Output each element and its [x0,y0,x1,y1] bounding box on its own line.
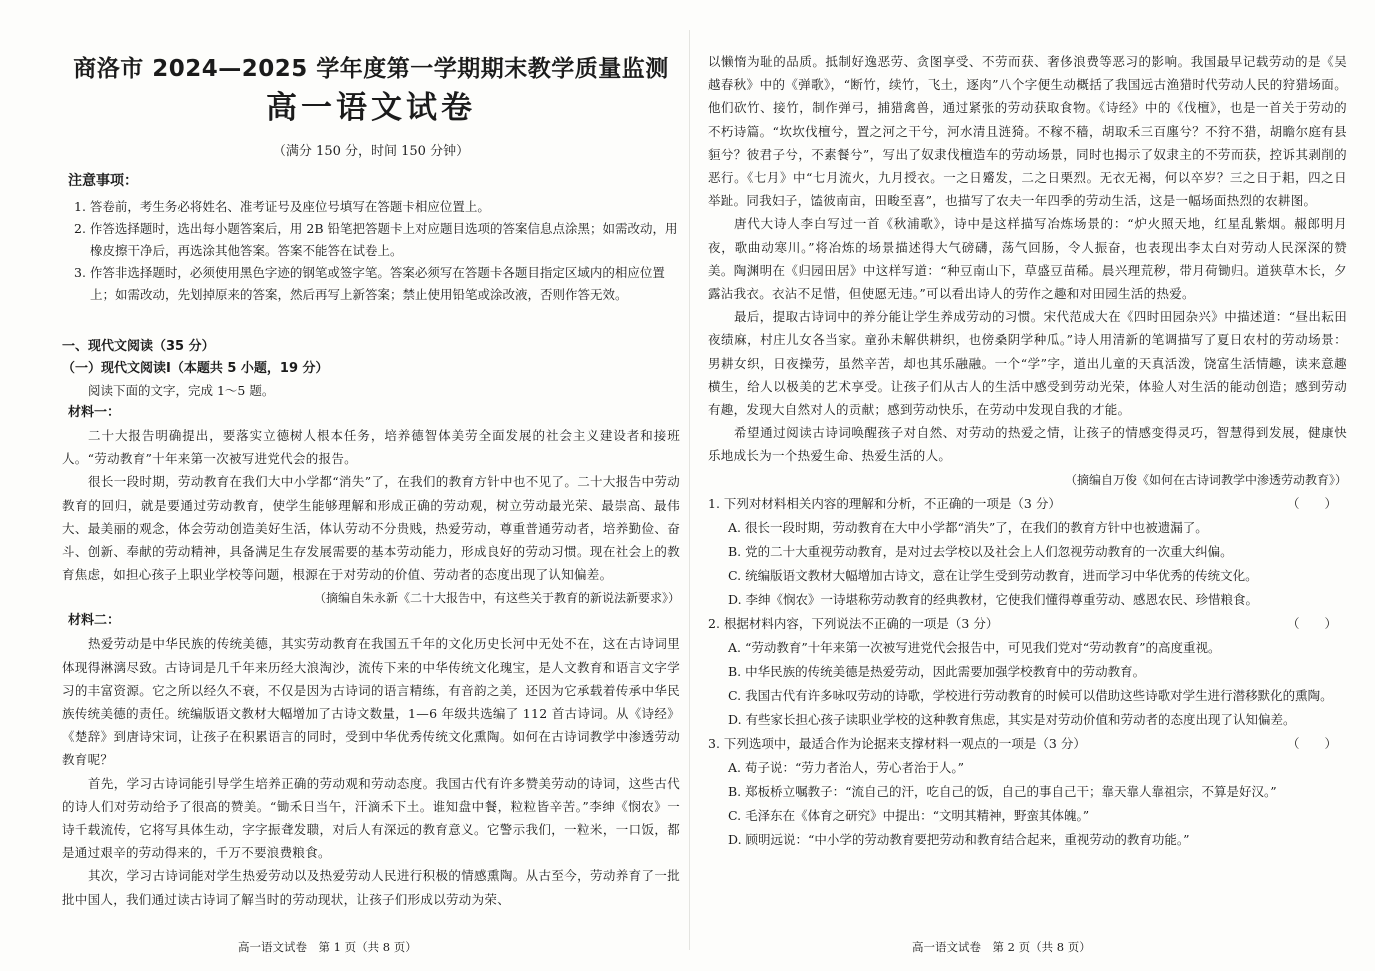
question-option: C. 统编版语文教材大幅增加古诗文，意在让学生受到劳动教育，进而学习中华优秀的传统文化。 [728,567,1258,583]
material2-source: （摘编自万俊《如何在古诗词教学中渗透劳动教育》） [1064,472,1347,487]
question-option: B. 中华民族的传统美德是热爱劳动，因此需要加强学校教育中的劳动教育。 [728,663,1146,679]
question-2 [708,612,1347,732]
paragraph: 最后，提取古诗词中的养分能让学生养成劳动的习惯。宋代范成大在《四时田园杂兴》中描述道：“昼出耘田夜绩麻，村庄儿女各当家。童孙未解供耕织，也傍桑阴学种瓜。”诗人用清新的笔调描写了夏日农村的劳动场景：男耕女织，日夜操劳，虽然辛苦，却也其乐融融。一个“学”字，道出儿童的天真活泼，饶富生活情趣，读来意趣横生，给人以极美的艺术享受。让孩子们从古人的生活中感受到劳动光荣，体验人对生活的能动创造；感到劳动有趣，发现大自然对人的贡献；感到劳动快乐，在劳动中发现自我的才能。 [708,309,1347,418]
exam-title: 商洛市 2024—2025 学年度第一学期期末教学质量监测 [73,56,669,82]
question-1 [708,492,1347,612]
question-stem: 2. 根据材料内容，下列说法不正确的一项是（3 分） [708,615,999,631]
question-option: B. 党的二十大重视劳动教育，是对过去学校以及社会上人们忽视劳动教育的一次重大纠偏。 [728,543,1233,559]
question-option: C. 我国古代有许多咏叹劳动的诗歌，学校进行劳动教育的时候可以借助这些诗歌对学生进行潜移默化的熏陶。 [728,687,1333,703]
question-option: D. 李绅《悯农》一诗堪称劳动教育的经典教材，它使我们懂得尊重劳动、感恩农民、珍惜粮食。 [728,591,1259,607]
question-option: A. 荀子说：“劳力者治人，劳心者治于人。” [728,759,965,775]
notice-item: 2. 作答选择题时，选出每小题答案后，用 2B 铅笔把答题卡上对应题目选项的答案信息点涂黑；如需改动，用橡皮擦干净后，再选涂其他答案。答案不能答在试卷上。 [74,221,678,258]
paragraph: 以懒惰为耻的品质。抵制好逸恶劳、贪图享受、不劳而获、奢侈浪费等恶习的影响。我国最早记载劳动的是《吴越春秋》中的《弹歌》，“断竹，续竹，飞土，逐肉”八个字便生动概括了我国远古渔猎时代劳动人民的狩猎场面。他们砍竹、接竹，制作弹弓，捕猎禽兽，通过紧张的劳动获取食物。《诗经》中的《伐檀》，也是一首关于劳动的不朽诗篇。“坎坎伐檀兮，置之河之干兮，河水清且涟猗。不稼不穑，胡取禾三百廛兮？不狩不猎，胡瞻尔庭有县貆兮？彼君子兮，不素餐兮”，写出了奴隶伐檀造车的劳动场景，同时也揭示了奴隶主的不劳而获，控诉其剥削的恶行。《七月》中“七月流火，九月授衣。一之日觱发，二之日栗烈。无衣无褐，何以卒岁？三之日于耜，四之日举趾。同我妇子，馌彼南亩，田畯至喜”，也描写了农夫一年四季的劳动生活，这是一幅场面热烈的农耕图。 [708,54,1347,209]
notice-title: 注意事项： [68,173,138,189]
question-stem: 3. 下列选项中，最适合作为论据来支撑材料一观点的一项是（3 分） [708,735,1086,751]
notice-item: 1. 答卷前，考生务必将姓名、准考证号及座位号填写在答题卡相应位置上。 [74,199,490,214]
question-stem: 1. 下列对材料相关内容的理解和分析，不正确的一项是（3 分） [708,495,1061,511]
notice-item: 3. 作答非选择题时，必须使用黑色字迹的钢笔或签字笔。答案必须写在答题卡各题目指定区域内的相应位置上；如需改动，先划掉原来的答案，然后再写上新答案；禁止使用铅笔或涂改液，否则作答无效。 [74,265,665,302]
paragraph: 很长一段时期，劳动教育在我们大中小学都“消失”了，在我们的教育方针中也不见了。二十大报告中劳动教育的回归，就是要通过劳动教育，使学生能够理解和形成正确的劳动观，树立劳动最光荣、最崇高、最伟大、最美丽的观念，体会劳动创造美好生活，体认劳动不分贵贱，热爱劳动，尊重普通劳动者，培养勤俭、奋斗、创新、奉献的劳动精神，具备满足生存发展需要的基本劳动能力，形成良好的劳动习惯。现在社会上的教育焦虑，如担心孩子上职业学校等问题，根源在于对劳动的价值、劳动者的态度出现了认知偏差。 [62,474,680,583]
question-option: B. 郑板桥立嘱教子：“流自己的汗，吃自己的饭，自己的事自己干；靠天靠人靠祖宗，不算是好汉。” [728,783,1277,799]
question-option: C. 毛泽东在《体育之研究》中提出：“文明其精神，野蛮其体魄。” [728,807,1090,823]
question-3 [708,732,1347,852]
question-option: D. 有些家长担心孩子读职业学校的这种教育焦虑，其实是对劳动价值和劳动者的态度出现了认知偏差。 [728,711,1296,727]
section-title: 一、现代文阅读（35 分） [62,339,215,354]
reading-instruction: 阅读下面的文字，完成 1～5 题。 [88,383,275,398]
material1-source: （摘编自朱永新《二十大报告中，有这些关于教育的新说法新要求》） [313,591,680,606]
paragraph: 其次，学习古诗词能对学生热爱劳动以及热爱劳动人民进行积极的情感熏陶。从古至今，劳动养育了一批批中国人，我们通过读古诗词了解当时的劳动现状，让孩子们形成以劳动为荣、 [62,868,680,907]
question-option: D. 顾明远说：“中小学的劳动教育要把劳动和教育结合起来，重视劳动的教育功能。” [728,831,1190,847]
paragraph: 希望通过阅读古诗词唤醒孩子对自然、对劳动的热爱之情，让孩子的情感变得灵巧，智慧得到发展，健康快乐地成长为一个热爱生命、热爱生活的人。 [708,425,1347,464]
material1-label: 材料一： [68,405,121,420]
question-option: A. 很长一段时期，劳动教育在大中小学都“消失”了，在我们的教育方针中也被遗漏了。 [728,519,1208,535]
paragraph: 首先，学习古诗词能引导学生培养正确的劳动观和劳动态度。我国古代有许多赞美劳动的诗词，这些古代的诗人们对劳动给予了很高的赞美。“锄禾日当午，汗滴禾下土。谁知盘中餐，粒粒皆辛苦。”李绅《悯农》一诗千载流传，它将写具体生动，字字振聋发聩，对后人有深远的教育意义。它警示我们，一粒米，一口饭，都是通过艰辛的劳动得来的，千万不要浪费粮食。 [62,775,680,861]
answer-bracket: （ ） [1286,495,1337,511]
answer-bracket: （ ） [1286,615,1337,631]
paragraph: 唐代大诗人李白写过一首《秋浦歌》，诗中是这样描写冶炼场景的：“炉火照天地，红星乱紫烟。赧郎明月夜，歌曲动寒川。”将冶炼的场景描述得大气磅礴，荡气回肠，令人振奋，也表现出李太白对劳动人民深深的赞美。陶渊明在《归园田居》中这样写道：“种豆南山下，草盛豆苗稀。晨兴理荒秽，带月荷锄归。道狭草木长，夕露沾我衣。衣沾不足惜，但使愿无违。”可以看出诗人的劳作之趣和对田园生活的热爱。 [708,216,1347,302]
page-footer-right: 高一语文试卷 第 2 页（共 8 页） [912,940,1091,954]
answer-bracket: （ ） [1286,735,1337,751]
right-page [690,0,1375,971]
paragraph: 二十大报告明确提出，要落实立德树人根本任务，培养德智体美劳全面发展的社会主义建设者和接班人。“劳动教育”十年来第一次被写进党代会的报告。 [62,428,680,467]
exam-subject: 高一语文试卷 [266,90,476,126]
subsection-title: （一）现代文阅读Ⅰ（本题共 5 小题，19 分） [62,361,329,376]
score-line: （满分 150 分，时间 150 分钟） [272,144,470,159]
material2-label: 材料二： [68,613,121,629]
paragraph: 热爱劳动是中华民族的传统美德，其实劳动教育在我国五千年的文化历史长河中无处不在，这在古诗词里体现得淋漓尽致。古诗词是几千年来历经大浪淘沙，流传下来的中华传统文化瑰宝，是人文教育和语言文字学习的丰富资源。它之所以经久不衰，不仅是因为古诗词的语言精练，有音韵之美，还因为它承载着传承中华民族传统美德的责任。统编版语文教材大幅增加了古诗文数量，1—6 年级共选编了 112 首古诗词。从《诗经》《楚辞》到唐诗宋词，让孩子在积累语言的同时，受到中华优秀传统文化熏陶。如何在古诗词教学中渗透劳动教育呢？ [62,636,680,768]
page-footer-left: 高一语文试卷 第 1 页（共 8 页） [238,940,417,954]
question-option: A. “劳动教育”十年来第一次被写进党代会报告中，可见我们党对“劳动教育”的高度重视。 [728,639,1221,655]
